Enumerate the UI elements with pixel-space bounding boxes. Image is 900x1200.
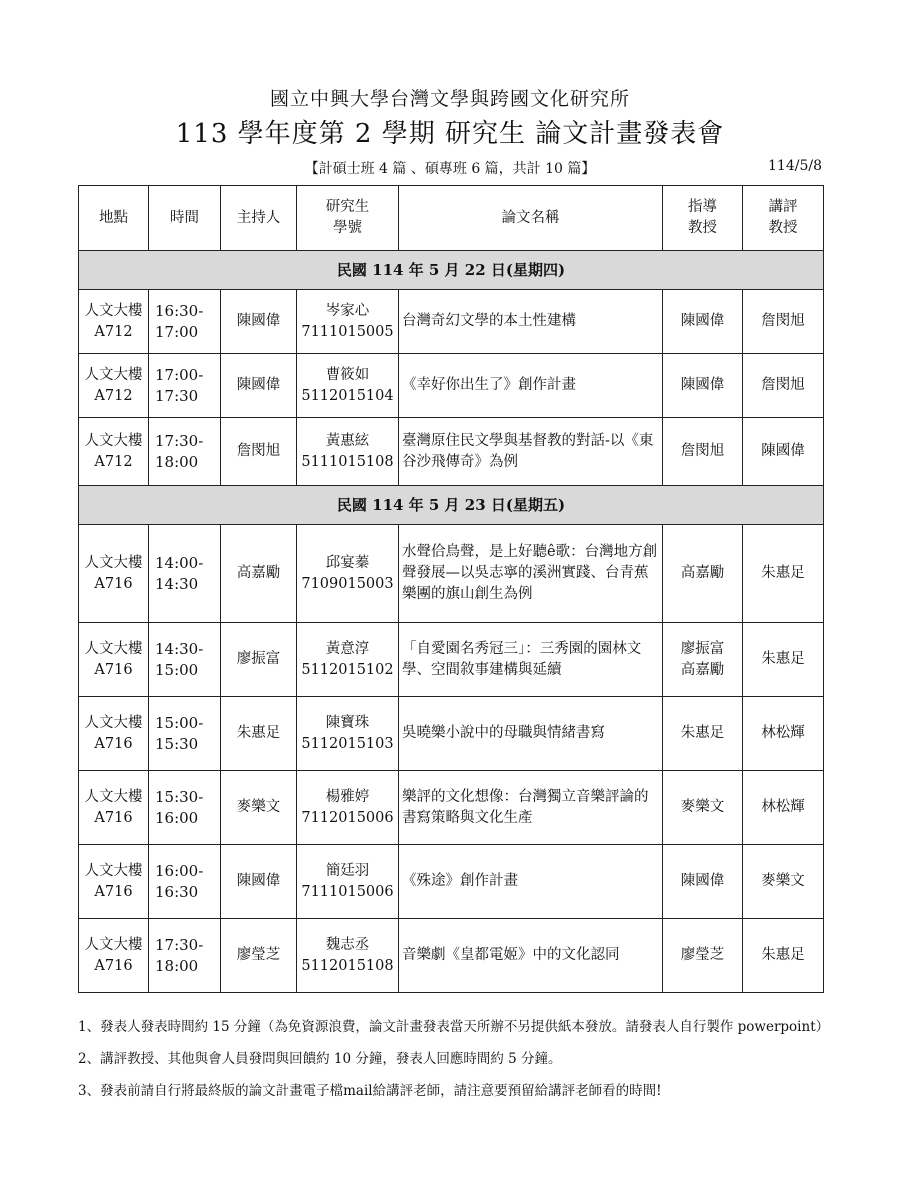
advisor-cell (663, 771, 743, 845)
time-cell (149, 290, 221, 354)
time-end: 17:00 (155, 322, 199, 341)
table-row (79, 525, 824, 623)
advisor-name: 朱惠足 (680, 725, 725, 741)
location-room: A716 (94, 575, 133, 592)
thesis-title: 《殊途》創作計畫 (399, 845, 663, 919)
thesis-title: 台灣奇幻文學的本土性建構 (399, 290, 663, 354)
location-building: 人文大樓 (84, 366, 143, 383)
time-end: 14:30 (155, 574, 199, 593)
advisor-cell (663, 845, 743, 919)
location-cell (79, 525, 149, 623)
host-cell: 廖瑩芝 (221, 919, 297, 993)
student-cell (297, 290, 399, 354)
time-cell (149, 418, 221, 486)
student-cell (297, 623, 399, 697)
student-id: 7112015006 (301, 809, 394, 826)
student-id: 7109015003 (301, 575, 394, 592)
time-cell (149, 354, 221, 418)
location-building: 人文大樓 (84, 714, 143, 731)
location-room: A716 (94, 957, 133, 974)
thesis-title: 臺灣原住民文學與基督教的對話-以《東谷沙飛傳奇》為例 (399, 418, 663, 486)
thesis-title: 水聲佮鳥聲，是上好聽ê歌：台灣地方創聲發展—以吳志寧的溪洲實踐、台青蕉樂團的旗山創生為例 (399, 525, 663, 623)
student-name: 陳寶珠 (325, 714, 370, 731)
reviewer-cell: 朱惠足 (743, 525, 824, 623)
advisor-name: 廖瑩芝 (680, 947, 725, 963)
location-building: 人文大樓 (84, 936, 143, 953)
host-cell: 朱惠足 (221, 697, 297, 771)
location-cell (79, 290, 149, 354)
table-row (79, 845, 824, 919)
host-cell: 陳國偉 (221, 845, 297, 919)
time-start: 17:30- (155, 431, 204, 450)
reviewer-cell: 陳國偉 (743, 418, 824, 486)
advisor-name: 麥樂文 (680, 799, 725, 815)
date-row (79, 486, 824, 525)
header-reviewer (743, 186, 824, 251)
note-item: 2、講評教授、其他與會人員發問與回饋約 10 分鐘，發表人回應時間約 5 分鐘。 (78, 1051, 562, 1067)
time-start: 15:30- (155, 787, 204, 806)
header-time: 時間 (149, 186, 221, 251)
host-cell: 麥樂文 (221, 771, 297, 845)
student-id: 5112015108 (301, 957, 394, 974)
thesis-title: 樂評的文化想像：台灣獨立音樂評論的書寫策略與文化生產 (399, 771, 663, 845)
advisor-name: 詹閔旭 (680, 443, 725, 459)
header-thesis: 論文名稱 (399, 186, 663, 251)
time-end: 15:00 (155, 660, 199, 679)
student-name: 曹筱如 (325, 366, 370, 383)
reviewer-cell: 麥樂文 (743, 845, 824, 919)
header-advisor-line1: 指導 (688, 199, 717, 215)
thesis-title: 《幸好你出生了》創作計畫 (399, 354, 663, 418)
table-row (79, 418, 824, 486)
student-name: 邱宴蓁 (325, 554, 370, 571)
reviewer-cell: 朱惠足 (743, 919, 824, 993)
student-name: 黃惠絃 (325, 432, 370, 449)
time-start: 16:00- (155, 861, 204, 880)
table-row (79, 623, 824, 697)
location-cell (79, 771, 149, 845)
location-building: 人文大樓 (84, 862, 143, 879)
reviewer-cell: 詹閔旭 (743, 354, 824, 418)
advisor-cell (663, 354, 743, 418)
student-id: 7111015005 (301, 323, 394, 340)
header-advisor-line2: 教授 (688, 220, 717, 236)
session-date: 民國 114 年 5 月 23 日(星期五) (79, 486, 824, 525)
location-cell (79, 418, 149, 486)
location-building: 人文大樓 (84, 788, 143, 805)
session-date: 民國 114 年 5 月 22 日(星期四) (79, 251, 824, 290)
advisor-cell (663, 290, 743, 354)
time-cell (149, 697, 221, 771)
time-end: 16:00 (155, 808, 199, 827)
location-cell (79, 697, 149, 771)
header-host: 主持人 (221, 186, 297, 251)
time-start: 14:30- (155, 639, 204, 658)
table-row (79, 354, 824, 418)
time-start: 17:00- (155, 365, 204, 384)
advisor-cell (663, 697, 743, 771)
time-start: 17:30- (155, 935, 204, 954)
host-cell: 高嘉勵 (221, 525, 297, 623)
student-name: 魏志丞 (325, 936, 370, 953)
time-cell (149, 845, 221, 919)
student-id: 7111015006 (301, 883, 394, 900)
institute-title: 國立中興大學台灣文學與跨國文化研究所 (269, 88, 630, 110)
time-start: 15:00- (155, 713, 204, 732)
student-name: 黃意淳 (325, 640, 370, 657)
student-id: 5111015108 (301, 453, 394, 470)
time-end: 16:30 (155, 882, 199, 901)
thesis-title: 音樂劇《皇都電姬》中的文化認同 (399, 919, 663, 993)
header-reviewer-line2: 教授 (768, 220, 798, 236)
time-cell (149, 623, 221, 697)
student-cell (297, 771, 399, 845)
date-row (79, 251, 824, 290)
time-end: 15:30 (155, 734, 199, 753)
location-cell (79, 919, 149, 993)
location-room: A716 (94, 883, 133, 900)
advisor-cell (663, 525, 743, 623)
reviewer-cell: 林松輝 (743, 697, 824, 771)
location-room: A716 (94, 661, 133, 678)
table-row (79, 919, 824, 993)
advisor-name: 陳國偉 (680, 313, 725, 329)
location-room: A716 (94, 809, 133, 826)
table-row (79, 290, 824, 354)
location-cell (79, 623, 149, 697)
student-name: 岑家心 (325, 302, 370, 319)
advisor-name-2: 高嘉勵 (680, 661, 725, 678)
student-id: 5112015103 (301, 735, 394, 752)
presentation-schedule-table (78, 185, 824, 993)
host-cell: 陳國偉 (221, 290, 297, 354)
advisor-name: 高嘉勵 (680, 565, 725, 581)
student-id: 5112015102 (301, 661, 394, 678)
time-end: 17:30 (155, 386, 199, 405)
student-name: 簡廷羽 (325, 862, 370, 879)
location-room: A712 (94, 387, 133, 404)
table-row (79, 697, 824, 771)
student-cell (297, 919, 399, 993)
document-date: 114/5/8 (768, 158, 822, 174)
host-cell: 陳國偉 (221, 354, 297, 418)
schedule-body (79, 251, 824, 993)
header-advisor (663, 186, 743, 251)
location-building: 人文大樓 (84, 554, 143, 571)
location-building: 人文大樓 (84, 640, 143, 657)
student-cell (297, 354, 399, 418)
advisor-cell (663, 418, 743, 486)
header-student (297, 186, 399, 251)
paper-count-summary: 【計碩士班 4 篇 、碩專班 6 篇，共計 10 篇】 (304, 161, 596, 177)
advisor-cell (663, 623, 743, 697)
student-name: 楊雅婷 (325, 788, 370, 805)
location-building: 人文大樓 (84, 302, 143, 319)
table-header-row (79, 186, 824, 251)
location-room: A716 (94, 735, 133, 752)
host-cell: 廖振富 (221, 623, 297, 697)
location-cell (79, 354, 149, 418)
student-cell (297, 697, 399, 771)
student-cell (297, 418, 399, 486)
student-cell (297, 525, 399, 623)
time-start: 16:30- (155, 301, 204, 320)
note-item: 3、發表前請自行將最終版的論文計畫電子檔mail給講評老師，請注意要預留給講評老師看的時間! (78, 1083, 662, 1099)
advisor-cell (663, 919, 743, 993)
time-start: 14:00- (155, 553, 204, 572)
reviewer-cell: 林松輝 (743, 771, 824, 845)
reviewer-cell: 朱惠足 (743, 623, 824, 697)
time-end: 18:00 (155, 956, 199, 975)
thesis-title: 吳曉樂小說中的母職與情緒書寫 (399, 697, 663, 771)
header-location: 地點 (79, 186, 149, 251)
time-cell (149, 771, 221, 845)
time-cell (149, 919, 221, 993)
location-room: A712 (94, 453, 133, 470)
advisor-name: 陳國偉 (680, 873, 725, 889)
location-room: A712 (94, 323, 133, 340)
advisor-name: 陳國偉 (680, 377, 725, 393)
student-id: 5112015104 (301, 387, 394, 404)
notes-section (78, 1014, 838, 1110)
reviewer-cell: 詹閔旭 (743, 290, 824, 354)
table-row (79, 771, 824, 845)
location-cell (79, 845, 149, 919)
time-end: 18:00 (155, 452, 199, 471)
event-title: 113 學年度第 2 學期 研究生 論文計畫發表會 (175, 119, 725, 149)
header-student-line1: 研究生 (325, 199, 370, 215)
note-item: 1、發表人發表時間約 15 分鐘（為免資源浪費，論文計畫發表當天所辦不另提供紙本發放。請發表人自行製作 powerpoint） (78, 1019, 830, 1035)
student-cell (297, 845, 399, 919)
time-cell (149, 525, 221, 623)
header-reviewer-line1: 講評 (768, 199, 798, 215)
header-student-line2: 學號 (333, 220, 362, 236)
host-cell: 詹閔旭 (221, 418, 297, 486)
advisor-name: 廖振富 (680, 640, 725, 657)
location-building: 人文大樓 (84, 432, 143, 449)
thesis-title: 「自愛園名秀冠三」：三秀園的園林文學、空間敘事建構與延續 (399, 623, 663, 697)
